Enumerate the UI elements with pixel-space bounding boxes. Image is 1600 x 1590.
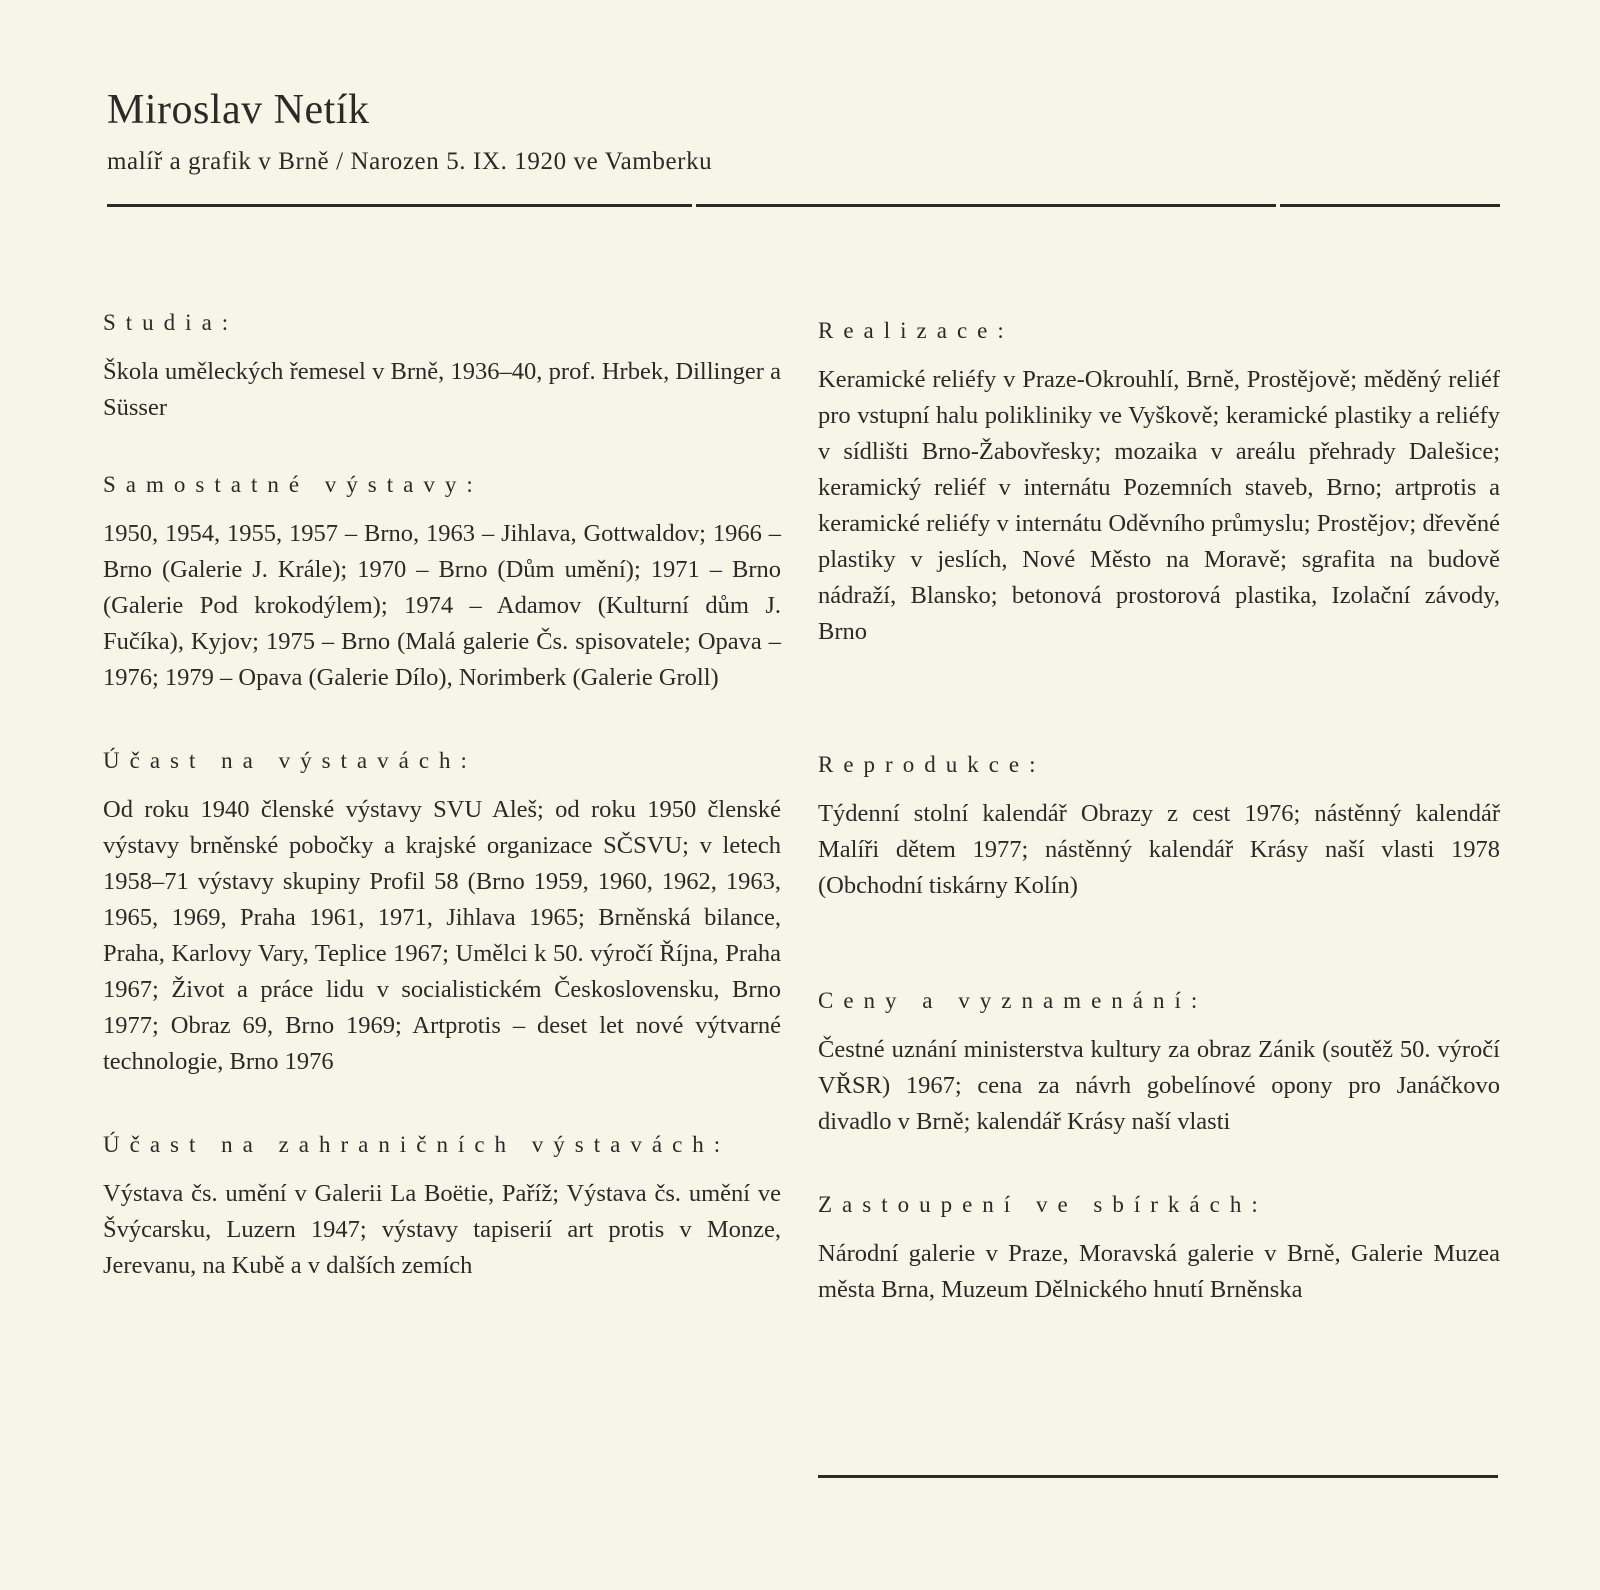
section-ucast-na-vystavach (103, 748, 781, 1080)
section-realizace (818, 318, 1500, 650)
section-text: Od roku 1940 členské výstavy SVU Aleš; od roku 1950 členské výstavy brněnské pobočky a krajské organizace SČSVU; v letech 1958–71 výstavy skupiny Profil 58 (Brno 1959, 1960, 1962, 1963, 1965, 1969, Praha 1961, 1971, Jihlava 1965; Brněnská bilance, Praha, Karlovy Vary, Teplice 1967; Umělci k 50. výročí Října, Praha 1967; Život a práce lidu v socialistickém Československu, Brno 1977; Obraz 69, Brno 1969; Artprotis – deset let nové výtvarné technologie, Brno 1976 (103, 796, 781, 1075)
section-heading: Ceny a vyznamenání: (818, 988, 1208, 1013)
left-column (103, 310, 781, 1284)
section-heading: Účast na výstavách: (103, 748, 477, 773)
section-heading: Samostatné výstavy: (103, 472, 483, 497)
section-text: Čestné uznání ministerstva kultury za obraz Zánik (soutěž 50. výročí VŘSR) 1967; cena za návrh gobelínové opony pro Janáčkovo divadlo v Brně; kalendář Krásy naší vlasti (818, 1036, 1500, 1135)
artist-subtitle: malíř a grafik v Brně / Narozen 5. IX. 1920 ve Vamberku (107, 148, 713, 175)
section-studia (103, 310, 781, 426)
section-ceny (818, 988, 1500, 1140)
right-column (818, 318, 1500, 1308)
section-zastoupeni (818, 1192, 1500, 1308)
section-heading: Realizace: (818, 318, 1014, 343)
header-rule-segment (696, 204, 1276, 207)
section-heading: Zastoupení ve sbírkách: (818, 1192, 1268, 1217)
section-text: Týdenní stolní kalendář Obrazy z cest 1976; nástěnný kalendář Malíři dětem 1977; nástěnný kalendář Krásy naší vlasti 1978 (Obchodní tiskárny Kolín) (818, 800, 1500, 899)
section-text: Keramické reliéfy v Praze-Okrouhlí, Brně, Prostějově; měděný reliéf pro vstupní halu polikliniky ve Vyškově; keramické plastiky a reliéfy v sídlišti Brno-Žabovřesky; mozaika v areálu přehrady Dalešice; keramický reliéf v internátu Pozemních staveb, Brno; artprotis a keramické reliéfy v internátu Oděvního průmyslu; Prostějov; dřevěné plastiky v jeslích, Nové Město na Moravě; sgrafita na budově nádraží, Blansko; betonová prostorová plastika, Izolační závody, Brno (818, 366, 1500, 645)
section-text: Škola uměleckých řemesel v Brně, 1936–40, prof. Hrbek, Dillinger a Süsser (103, 358, 781, 421)
section-heading: Reprodukce: (818, 752, 1046, 777)
section-text: 1950, 1954, 1955, 1957 – Brno, 1963 – Jihlava, Gottwaldov; 1966 – Brno (Galerie J. Krále); 1970 – Brno (Dům umění); 1971 – Brno (Galerie Pod krokodýlem); 1974 – Adamov (Kulturní dům J. Fučíka), Kyjov; 1975 – Brno (Malá galerie Čs. spisovatele; Opava – 1976; 1979 – Opava (Galerie Dílo), Norimberk (Galerie Groll) (103, 520, 781, 691)
section-text: Výstava čs. umění v Galerii La Boëtie, Paříž; Výstava čs. umění ve Švýcarsku, Luzern 1947; výstavy tapiserií art protis v Monze, Jerevanu, na Kubě a v dalších zemích (103, 1180, 781, 1279)
section-text: Národní galerie v Praze, Moravská galerie v Brně, Galerie Muzea města Brna, Muzeum Dělnického hnutí Brněnska (818, 1240, 1500, 1303)
footer-rule (818, 1475, 1498, 1478)
section-samostatne-vystavy (103, 472, 781, 696)
section-heading: Účast na zahraničních výstavách: (103, 1132, 731, 1157)
header-rule-segment (107, 204, 692, 207)
section-zahranicni-vystavy (103, 1132, 781, 1284)
section-reprodukce (818, 752, 1500, 904)
section-heading: Studia: (103, 310, 239, 335)
header-rule-segment (1280, 204, 1500, 207)
artist-name: Miroslav Netík (107, 87, 370, 133)
